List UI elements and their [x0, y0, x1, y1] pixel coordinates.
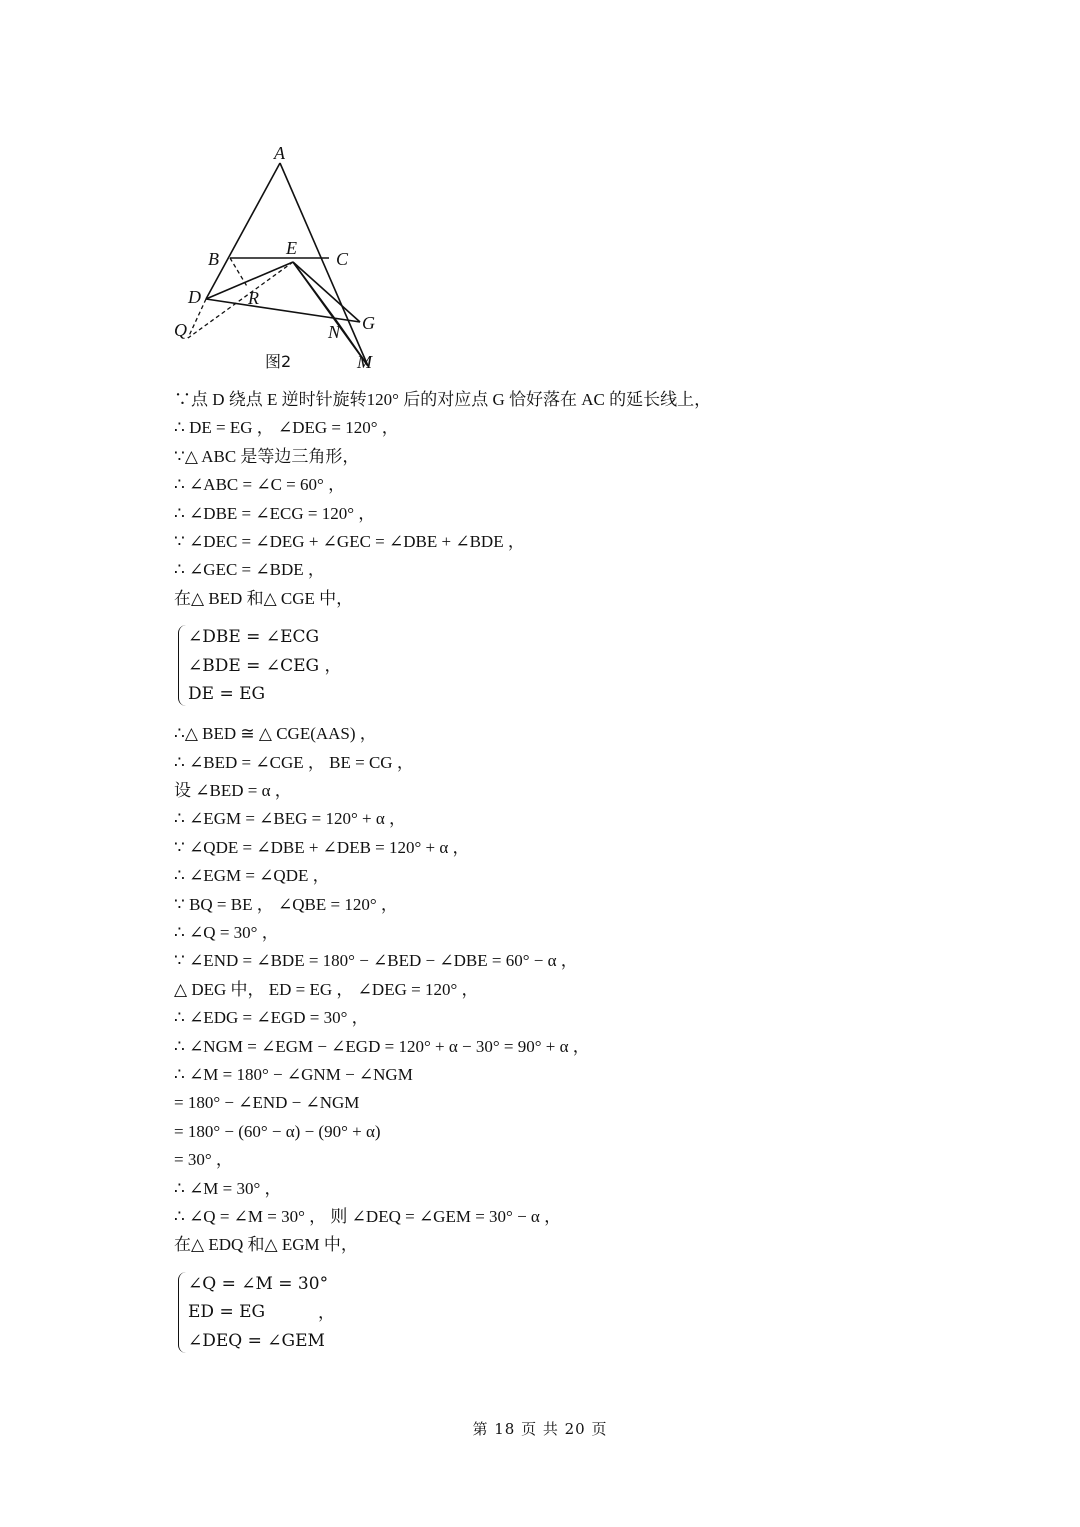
proof-line: △ DEG 中， ED = EG ， ∠DEG = 120° ， — [174, 979, 479, 999]
figure-svg — [168, 140, 388, 380]
system-row: ∠DBE = ∠ECG — [188, 627, 320, 648]
equation-system-1 — [178, 623, 934, 708]
proof-line: ∴ ∠EGM = ∠BEG = 120° + α ， — [174, 809, 407, 829]
label-b: B — [208, 249, 219, 269]
proof-line: ∴ ∠NGM = ∠EGM − ∠EGD = 120° + α − 30° = 90° + α ， — [174, 1036, 590, 1056]
equation-system-2 — [178, 1270, 934, 1355]
page-footer: 第 18 页 共 20 页 — [472, 1420, 608, 1438]
label-c: C — [336, 249, 349, 269]
label-m: M — [357, 352, 372, 372]
system-comma: ， — [318, 1302, 335, 1323]
proof-line: ∵△ ABC 是等边三角形， — [174, 446, 360, 466]
side-ac-extended — [280, 163, 368, 366]
dashed-br — [230, 258, 248, 288]
proof-line: = 30° ， — [174, 1150, 233, 1170]
proof-line: ∴ ∠EGM = ∠QDE ， — [174, 866, 330, 886]
system-row: DE = EG — [188, 683, 266, 704]
proof-line: ∵ ∠DEC = ∠DEG + ∠GEC = ∠DBE + ∠BDE ， — [174, 531, 525, 551]
proof-line: ∴ ∠Q = 30° ， — [174, 923, 279, 943]
proof-line: ∴ ∠GEC = ∠BDE ， — [174, 560, 325, 580]
proof-line: ∴△ BED ≅ △ CGE(AAS) ， — [174, 724, 377, 744]
label-g: G — [362, 313, 375, 333]
dashed-eq — [188, 262, 293, 338]
proof-line: ∴ ∠M = 30° ， — [174, 1178, 282, 1198]
proof-line: 在△ EDQ 和△ EGM 中， — [174, 1235, 358, 1255]
system-row: ∠BDE = ∠CEG ， — [188, 655, 342, 676]
label-d: D — [188, 287, 201, 307]
proof-line: ∴ ∠Q = ∠M = 30° ， 则 ∠DEQ = ∠GEM = 30° − α ， — [174, 1206, 562, 1226]
proof-line: = 180° − ∠END − ∠NGM — [174, 1093, 360, 1113]
geometry-figure — [168, 140, 388, 380]
proof-line: ∵点 D 绕点 E 逆时针旋转120° 后的对应点 G 恰好落在 AC 的延长线上， — [174, 390, 712, 409]
solution-text — [174, 386, 934, 1367]
proof-line: = 180° − (60° − α) − (90° + α) — [174, 1121, 381, 1141]
system-row: ∠Q = ∠M = 30° — [188, 1273, 329, 1294]
segment-dg — [206, 299, 360, 322]
system-row: ED = EG — [188, 1302, 266, 1323]
label-r: R — [248, 288, 259, 308]
proof-line: ∵ BQ = BE ， ∠QBE = 120° ， — [174, 894, 398, 914]
proof-line: ∴ ∠BED = ∠CGE ， BE = CG ， — [174, 752, 414, 772]
proof-line: ∴ ∠EDG = ∠EGD = 30° ， — [174, 1008, 369, 1028]
figure-caption: 图2 — [265, 352, 292, 371]
label-n: N — [328, 322, 341, 342]
proof-line: ∴ DE = EG ， ∠DEG = 120° ， — [174, 418, 399, 438]
label-q: Q — [174, 320, 187, 340]
proof-line: ∵ ∠END = ∠BDE = 180° − ∠BED − ∠DBE = 60° − α ， — [174, 951, 578, 971]
proof-line: 设 ∠BED = α ， — [174, 781, 292, 801]
label-a: A — [274, 143, 285, 163]
proof-line: ∴ ∠DBE = ∠ECG = 120° ， — [174, 503, 376, 523]
proof-line: ∵ ∠QDE = ∠DBE + ∠DEB = 120° + α ， — [174, 837, 470, 857]
label-e: E — [286, 238, 297, 258]
proof-line: 在△ BED 和△ CGE 中， — [174, 588, 354, 608]
proof-line: ∴ ∠M = 180° − ∠GNM − ∠NGM — [174, 1064, 413, 1084]
system-row: ∠DEQ = ∠GEM — [188, 1330, 325, 1351]
proof-line: ∴ ∠ABC = ∠C = 60° ， — [174, 475, 346, 495]
